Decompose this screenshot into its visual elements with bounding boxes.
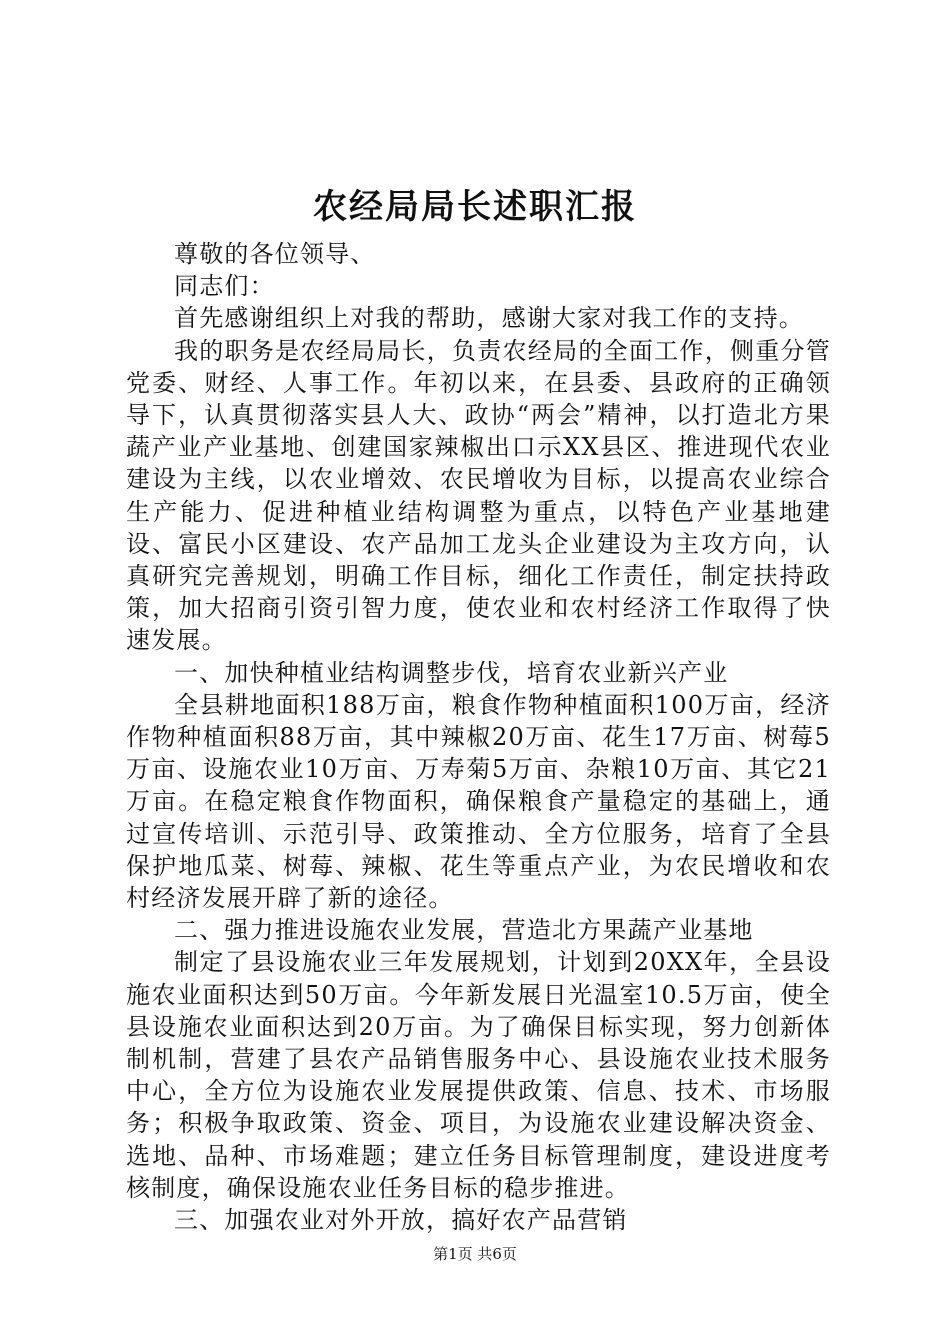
document-title: 农经局局长述职汇报	[313, 187, 637, 227]
document-body	[126, 238, 831, 1236]
section-heading-1: 一、加快种植业结构调整步伐，培育农业新兴产业	[174, 658, 729, 687]
page-footer: 第1页 共6页	[433, 1245, 517, 1263]
salutation-line-1: 尊敬的各位领导、	[174, 240, 376, 268]
salutation-line-2: 同志们：	[174, 272, 275, 301]
paragraph-duties: 我的职务是农经局局长，负责农经局的全面工作，侧重分管党委、财经、人事工作。年初以来，在县委、县政府的正确领导下，认真贯彻落实县人大、政协“两会”精神，以打造北方果蔬产业产业基地、创建国家辣椒出口示XX县区、推进现代农业建设为主线，以农业增效、农民增收为目标，以提高农业综合生产能力、促进种植业结构调整为重点，以特色产业基地建设、富民小区建设、农产品加工龙头企业建设为主攻方向，认真研究完善规划，明确工作目标，细化工作责任，制定扶持政策，加大招商引资引智力度，使农业和农村经济工作取得了快速发展。	[126, 336, 831, 655]
paragraph-section-2: 制定了县设施农业三年发展规划，计划到20XX年，全县设施农业面积达到50万亩。今年新发展日光温室10.5万亩，使全县设施农业面积达到20万亩。为了确保目标实现，努力创新体制机制，营建了县农产品销售服务中心、县设施农业技术服务中心，全方位为设施农业发展提供政策、信息、技术、市场服务；积极争取政策、资金、项目，为设施农业建设解决资金、选地、品种、市场难题；建立任务目标管理制度，建设进度考核制度，确保设施农业任务目标的稳步推进。	[126, 948, 831, 1202]
paragraph-thanks: 首先感谢组织上对我的帮助，感谢大家对我工作的支持。	[174, 304, 804, 333]
section-heading-3: 三、加强农业对外开放，搞好农产品营销	[174, 1206, 628, 1235]
section-heading-2: 二、强力推进设施农业发展，营造北方果蔬产业基地	[174, 916, 754, 945]
paragraph-section-1: 全县耕地面积188万亩，粮食作物种植面积100万亩，经济作物种植面积88万亩，其中辣椒20万亩、花生17万亩、树莓5万亩、设施农业10万亩、万寿菊5万亩、杂粮10万亩、其它21万亩。在稳定粮食作物面积，确保粮食产量稳定的基础上，通过宣传培训、示范引导、政策推动、全方位服务，培育了全县保护地瓜菜、树莓、辣椒、花生等重点产业，为农民增收和农村经济发展开辟了新的途径。	[126, 690, 831, 913]
